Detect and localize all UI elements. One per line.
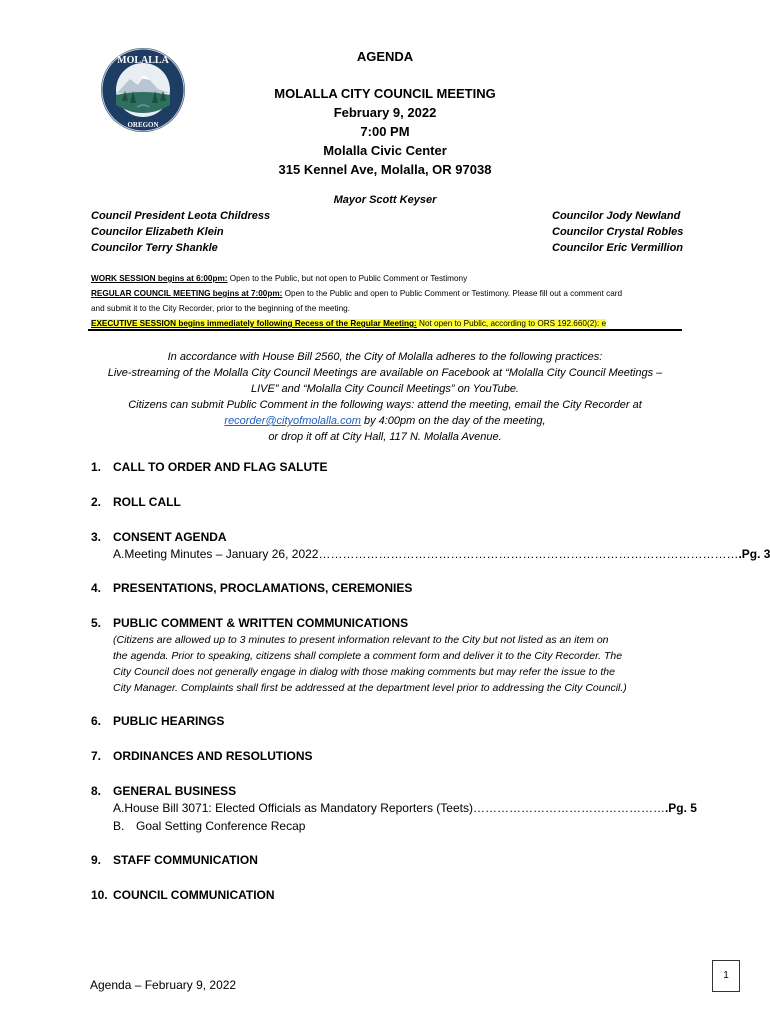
divider [88,329,682,331]
councilor-name: Council President Leota Childress [91,210,271,222]
councilor-name: Councilor Crystal Robles [552,226,684,238]
agenda-item: 4. PRESENTATIONS, PROCLAMATIONS, CEREMONIES [91,581,413,595]
agenda-item: 6. PUBLIC HEARINGS [91,714,225,728]
svg-text:OREGON: OREGON [127,121,159,129]
council-right-list [552,208,683,256]
regular-meeting-notice-cont: and submit it to the City Recorder, prior to the beginning of the meeting. [91,304,350,313]
meeting-time: 7:00 PM [360,124,410,139]
agenda-item: 2. ROLL CALL [91,495,181,509]
agenda-item: 3. CONSENT AGENDA [91,530,227,544]
general-subitem: A. House Bill 3071: Elected Officials as Mandatory Reporters (Teets) ………………………………………… .Pg. 5 [113,801,697,815]
agenda-item: 8. GENERAL BUSINESS [91,784,237,798]
recorder-email-link[interactable]: recorder@cityofmolalla.com [224,415,361,427]
svg-text:MOLALLA: MOLALLA [117,55,169,66]
public-comment-note: (Citizens are allowed up to 3 minutes to present information relevant to the City but not listed as an item on the agenda. Prior to speaking, citizens shall complete a comment form and deliver it to the City Recorder. The City Council does not generally engage in dialog with those making comments but may refer the issue to the City Manager. Complaints shall first be addressed at the department level prior to addressing the City Council.) [113,634,627,694]
consent-subitem: A. Meeting Minutes – January 26, 2022 …………………………………………………………………………………………… .Pg. 3 [113,547,770,561]
councilor-name: Councilor Terry Shankle [91,242,218,254]
page-footer: Agenda – February 9, 2022 [90,978,237,992]
meeting-title: MOLALLA CITY COUNCIL MEETING [274,86,496,101]
agenda-item: 1. CALL TO ORDER AND FLAG SALUTE [91,460,328,474]
meeting-date: February 9, 2022 [333,105,437,120]
work-session-notice: WORK SESSION begins at 6:00pm: Open to the Public, but not open to Public Comment or Testimony [91,274,468,283]
agenda-item: 10. COUNCIL COMMUNICATION [91,888,275,902]
councilor-name: Councilor Jody Newland [552,210,681,222]
agenda-item: 7. ORDINANCES AND RESOLUTIONS [91,749,313,763]
councilor-name: Councilor Eric Vermillion [552,242,684,254]
agenda-item: 5. PUBLIC COMMENT & WRITTEN COMMUNICATIONS [91,616,409,630]
general-subitem: B. Goal Setting Conference Recap [113,819,306,833]
session-notices [91,271,691,331]
mayor-name: Mayor Scott Keyser [333,194,437,206]
councilor-name: Councilor Elizabeth Klein [91,226,224,238]
meeting-address: 315 Kennel Ave, Molalla, OR 97038 [278,162,492,177]
meeting-venue: Molalla Civic Center [323,143,447,158]
council-left-list [91,208,270,256]
page-number-box: 1 [712,960,740,992]
agenda-item: 9. STAFF COMMUNICATION [91,853,258,867]
agenda-heading: AGENDA [356,49,414,64]
executive-session-notice: EXECUTIVE SESSION begins immediately following Recess of the Regular Meeting: Not open to Public, according to ORS 192.660(2): e [91,319,607,328]
hb2560-intro: In accordance with House Bill 2560, the City of Molalla adheres to the following practices: Live-streaming of the Molalla City Council Meetings are available on Facebook at “Molalla City Council Meetings – LIVE” and “Molalla City Council Meetings” on YouTube. Citizens can submit Public Comment in the following ways: attend the meeting, email the City Recorder at recorder@cityofmolalla.com by 4:00pm on the day of the meeting, or drop it off at City Hall, 117 N. Molalla Avenue. [107,351,663,443]
regular-meeting-notice: REGULAR COUNCIL MEETING begins at 7:00pm: Open to the Public and open to Public Comment or Testimony. Please fill out a comment card [91,289,623,298]
